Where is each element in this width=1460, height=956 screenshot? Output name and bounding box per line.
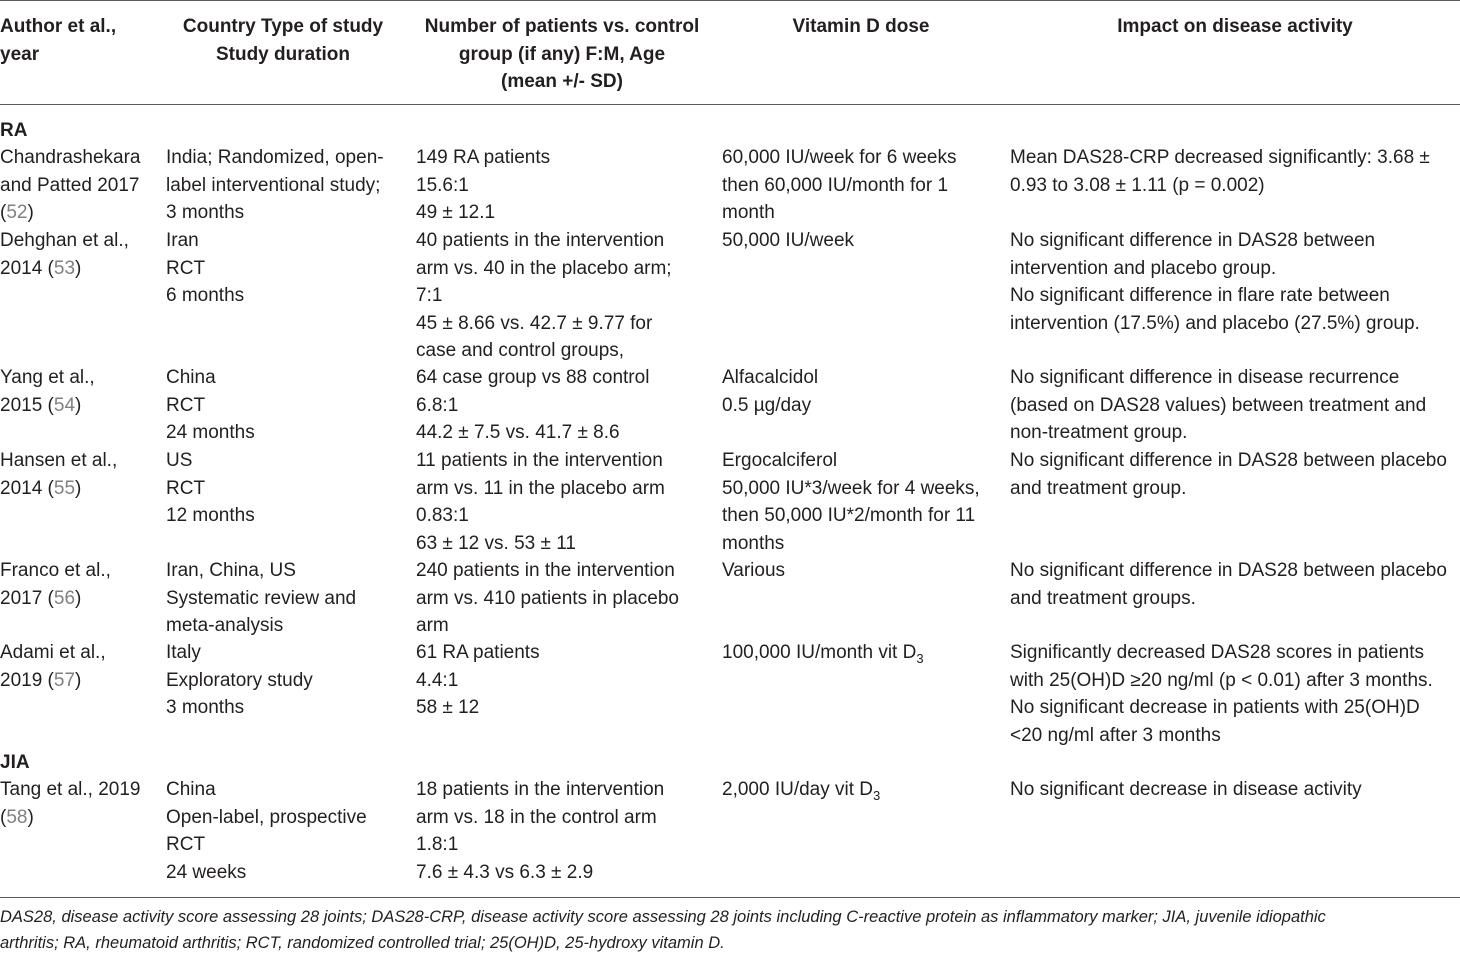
row5-study: Iran, China, US Systematic review and meta-analysis: [166, 560, 357, 636]
section-ra: RA: [0, 120, 28, 141]
reference-link[interactable]: 53: [53, 257, 76, 279]
row1-author: Chandrashekara and Patted 2017 (52): [0, 147, 141, 223]
header-author: Author et al., year: [0, 16, 117, 65]
header-impact: Impact on disease activity: [1117, 16, 1353, 37]
reference-link[interactable]: 54: [53, 394, 76, 416]
reference-link[interactable]: 56: [53, 587, 76, 609]
header-dose: Vitamin D dose: [792, 16, 930, 37]
row2-author: Dehghan et al., 2014 (53): [0, 230, 129, 279]
row3-impact: No significant difference in disease recurrence (based on DAS28 values) between treatment and non-treatment group.: [1010, 367, 1427, 443]
row7-impact: No significant decrease in disease activity: [1010, 779, 1362, 800]
row5-author: Franco et al., 2017 (56): [0, 560, 111, 609]
row4-impact: No significant difference in DAS28 between placebo and treatment group.: [1010, 450, 1447, 499]
row7-dose: 2,000 IU/day vit $D_3$: [722, 779, 881, 803]
section-jia: JIA: [0, 752, 30, 773]
header-patients: Number of patients vs. control group (if any) F:M, Age (mean +/- SD): [424, 16, 700, 92]
row3-study: China RCT 24 months: [166, 367, 255, 443]
bottom-rule: [0, 897, 1460, 898]
reference-link[interactable]: 57: [53, 669, 76, 691]
row4-dose: Ergocalciferol 50,000 IU*3/week for 4 weeks, then 50,000 IU*2/month for 11 months: [722, 450, 980, 554]
row5-patients: 240 patients in the intervention arm vs. 410 patients in placebo arm: [416, 560, 679, 636]
reference-link[interactable]: 58: [6, 806, 28, 828]
row6-author: Adami et al., 2019 (57): [0, 642, 106, 691]
row1-dose: 60,000 IU/week for 6 weeks then 60,000 IU/month for 1 month: [722, 147, 957, 223]
header-study: Country Type of study Study duration: [182, 16, 384, 65]
row3-dose: Alfacalcidol 0.5 µg/day: [722, 367, 819, 416]
row7-study: China Open-label, prospective RCT 24 weeks: [166, 779, 367, 883]
row3-author: Yang et al., 2015 (54): [0, 367, 95, 416]
row4-author: Hansen et al., 2014 (55): [0, 450, 118, 499]
row6-patients: 61 RA patients 4.4:1 58 ± 12: [416, 642, 540, 718]
row7-author: Tang et al., 2019 (58): [0, 779, 141, 828]
row2-study: Iran RCT 6 months: [166, 230, 245, 306]
row4-study: US RCT 12 months: [166, 450, 255, 526]
row7-patients: 18 patients in the intervention arm vs. 18 in the control arm 1.8:1 7.6 ± 4.3 vs 6.3 ± 2.9: [416, 779, 665, 883]
row6-study: Italy Exploratory study 3 months: [166, 642, 313, 718]
reference-link[interactable]: 55: [53, 477, 76, 499]
row1-patients: 149 RA patients 15.6:1 49 ± 12.1: [416, 147, 551, 223]
row1-study: India; Randomized, open- label interventional study; 3 months: [166, 147, 384, 223]
row5-dose: Various: [722, 560, 786, 581]
row3-patients: 64 case group vs 88 control 6.8:1 44.2 ± 7.5 vs. 41.7 ± 8.6: [416, 367, 650, 443]
table-footnote: DAS28, disease activity score assessing 28 joints; DAS28-CRP, disease activity score assessing 28 joints including C-reactive protein as inflammatory marker; JIA, juvenile idiopathic arthritis; RA, rheumatoid arthritis; RCT, randomized controlled trial; 25(OH)D, 25-hydroxy vitamin D.: [0, 908, 1326, 952]
row2-impact: No significant difference in DAS28 between intervention and placebo group. No significant difference in flare rate between intervention (17.5%) and placebo (27.5%) group.: [1010, 230, 1420, 334]
row5-impact: No significant difference in DAS28 between placebo and treatment groups.: [1010, 560, 1447, 609]
row2-patients: 40 patients in the intervention arm vs. 40 in the placebo arm; 7:1 45 ± 8.66 vs. 42.7 ± 9.77 for case and control groups,: [416, 230, 672, 361]
header-rule: [0, 104, 1460, 105]
row6-impact: Significantly decreased DAS28 scores in patients with 25(OH)D ≥20 ng/ml (p < 0.01) after 3 months. No significant decrease in patients with 25(OH)D <20 ng/ml after 3 months: [1010, 642, 1433, 746]
row1-impact: Mean DAS28-CRP decreased significantly: 3.68 ± 0.93 to 3.08 ± 1.11 (p = 0.002): [1010, 147, 1430, 196]
row6-dose: 100,000 IU/month vit $D_3$: [722, 642, 924, 666]
top-rule: [0, 0, 1460, 1]
row4-patients: 11 patients in the intervention arm vs. 11 in the placebo arm 0.83:1 63 ± 12 vs. 53 ± 11: [416, 450, 665, 554]
row2-dose: 50,000 IU/week: [722, 230, 855, 251]
reference-link[interactable]: 52: [6, 202, 28, 223]
